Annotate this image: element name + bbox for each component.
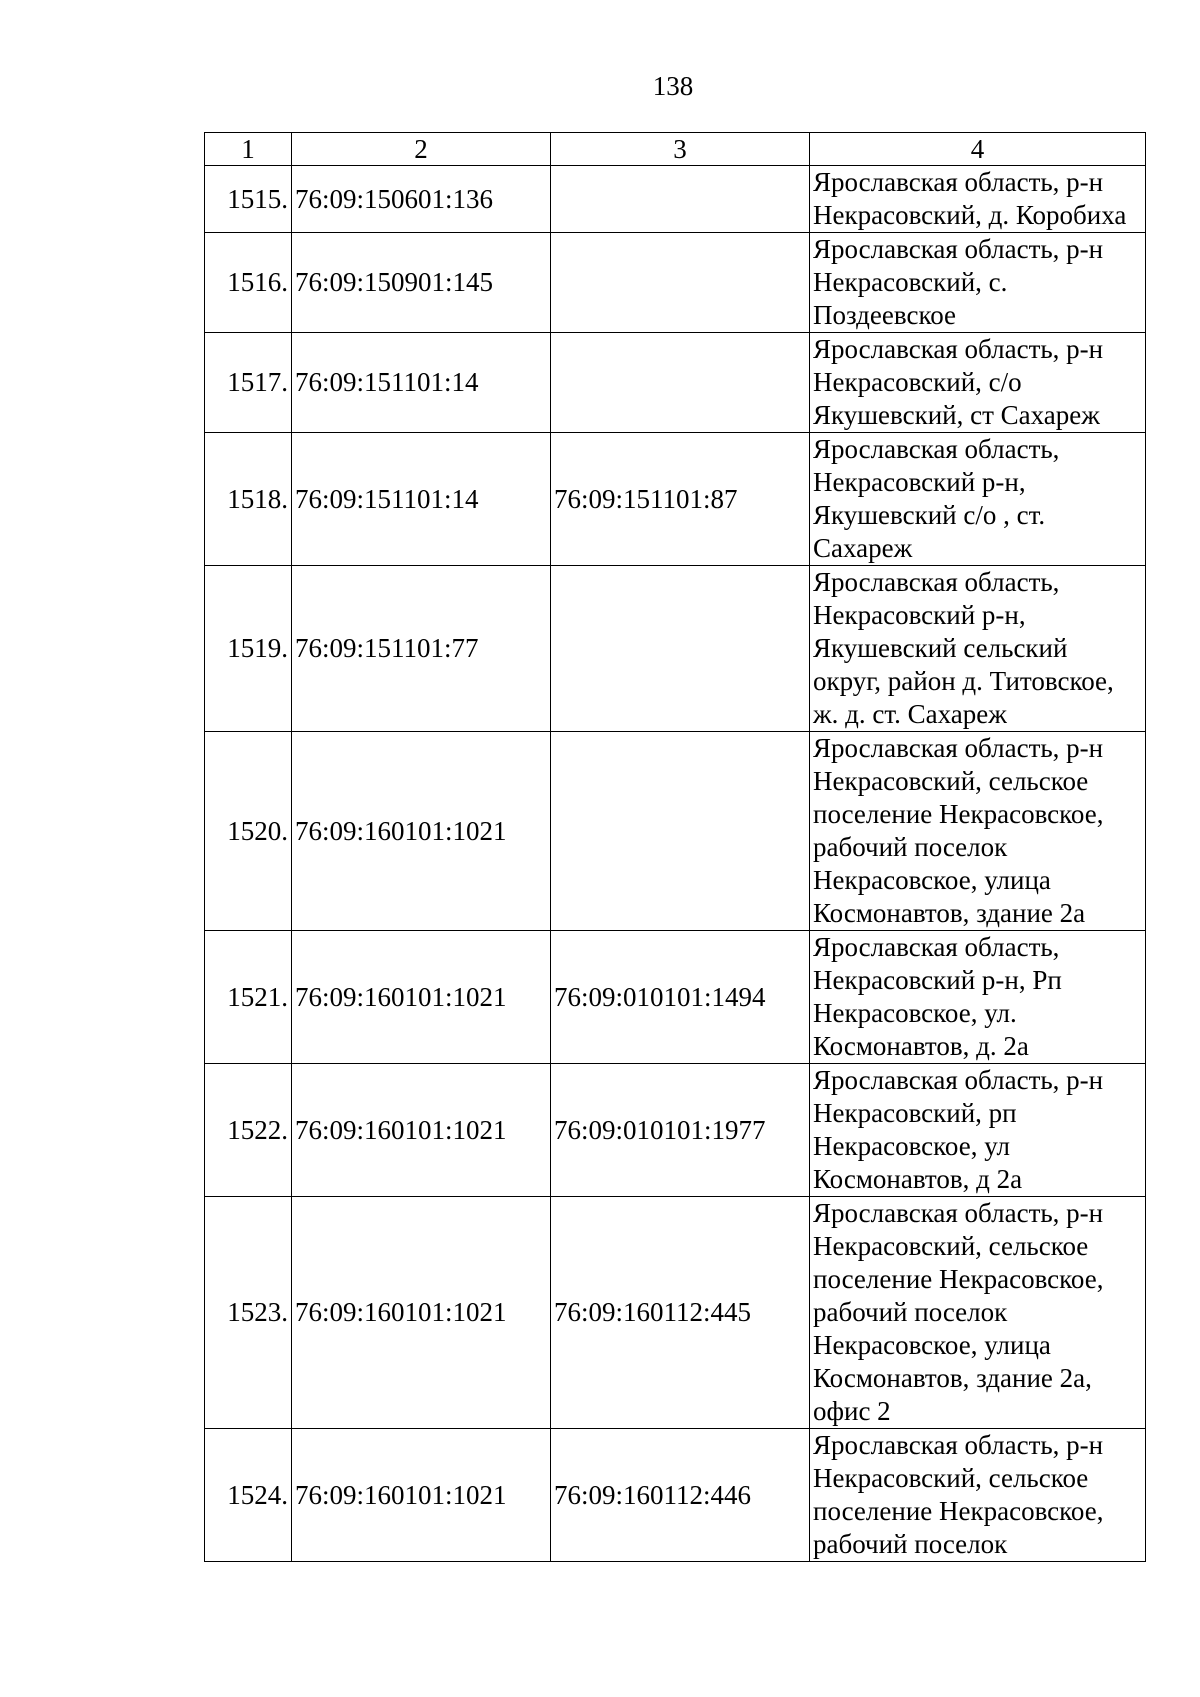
row-number: 1520. [205, 732, 292, 931]
row-number: 1519. [205, 566, 292, 732]
page-number: 138 [652, 71, 694, 101]
table-row [205, 566, 1146, 732]
related-cadastral-number [551, 166, 810, 233]
related-cadastral-number: 76:09:160112:445 [551, 1197, 810, 1429]
address-cell: Ярославская область, р-н Некрасовский, рп Некрасовское, ул Космонавтов, д 2а [810, 1064, 1146, 1197]
row-number: 1521. [205, 931, 292, 1064]
row-number: 1522. [205, 1064, 292, 1197]
table-row [205, 1064, 1146, 1197]
table-row [205, 233, 1146, 333]
address-cell: Ярославская область, Некрасовский р-н, Якушевский с/о , ст. Сахареж [810, 433, 1146, 566]
table-row [205, 333, 1146, 433]
address-cell: Ярославская область, р-н Некрасовский, сельское поселение Некрасовское, рабочий поселок Некрасовское, улица Космонавтов, здание 2а [810, 732, 1146, 931]
row-number: 1518. [205, 433, 292, 566]
cadastral-number: 76:09:160101:1021 [292, 1429, 551, 1562]
related-cadastral-number: 76:09:010101:1977 [551, 1064, 810, 1197]
row-number: 1523. [205, 1197, 292, 1429]
cadastral-number: 76:09:150601:136 [292, 166, 551, 233]
related-cadastral-number [551, 732, 810, 931]
table-row [205, 931, 1146, 1064]
table-row [205, 1197, 1146, 1429]
row-number: 1515. [205, 166, 292, 233]
table-row [205, 1429, 1146, 1562]
address-cell: Ярославская область, р-н Некрасовский, с. Поздеевское [810, 233, 1146, 333]
address-cell: Ярославская область, Некрасовский р-н, Якушевский сельский округ, район д. Титовское, ж. д. ст. Сахареж [810, 566, 1146, 732]
table-row [205, 732, 1146, 931]
cadastral-number: 76:09:151101:77 [292, 566, 551, 732]
related-cadastral-number: 76:09:010101:1494 [551, 931, 810, 1064]
address-cell: Ярославская область, р-н Некрасовский, сельское поселение Некрасовское, рабочий поселок Некрасовское, улица Космонавтов, здание 2а, офис 2 [810, 1197, 1146, 1429]
cadastral-number: 76:09:160101:1021 [292, 732, 551, 931]
table-row [205, 166, 1146, 233]
column-header: 4 [810, 133, 1146, 166]
cadastral-number: 76:09:160101:1021 [292, 1197, 551, 1429]
related-cadastral-number [551, 233, 810, 333]
related-cadastral-number [551, 566, 810, 732]
address-cell: Ярославская область, р-н Некрасовский, с/о Якушевский, ст Сахареж [810, 333, 1146, 433]
cadastral-number: 76:09:160101:1021 [292, 1064, 551, 1197]
address-cell: Ярославская область, р-н Некрасовский, сельское поселение Некрасовское, рабочий поселок [810, 1429, 1146, 1562]
column-header: 3 [551, 133, 810, 166]
related-cadastral-number: 76:09:160112:446 [551, 1429, 810, 1562]
cadastral-number: 76:09:151101:14 [292, 433, 551, 566]
row-number: 1524. [205, 1429, 292, 1562]
table-header-row [205, 133, 1146, 166]
related-cadastral-number: 76:09:151101:87 [551, 433, 810, 566]
row-number: 1517. [205, 333, 292, 433]
row-number: 1516. [205, 233, 292, 333]
column-header: 1 [205, 133, 292, 166]
cadastral-number: 76:09:151101:14 [292, 333, 551, 433]
cadastral-number: 76:09:150901:145 [292, 233, 551, 333]
address-cell: Ярославская область, р-н Некрасовский, д. Коробиха [810, 166, 1146, 233]
data-table [204, 132, 1146, 1562]
column-header: 2 [292, 133, 551, 166]
related-cadastral-number [551, 333, 810, 433]
cadastral-number: 76:09:160101:1021 [292, 931, 551, 1064]
table-row [205, 433, 1146, 566]
address-cell: Ярославская область, Некрасовский р-н, Рп Некрасовское, ул. Космонавтов, д. 2а [810, 931, 1146, 1064]
